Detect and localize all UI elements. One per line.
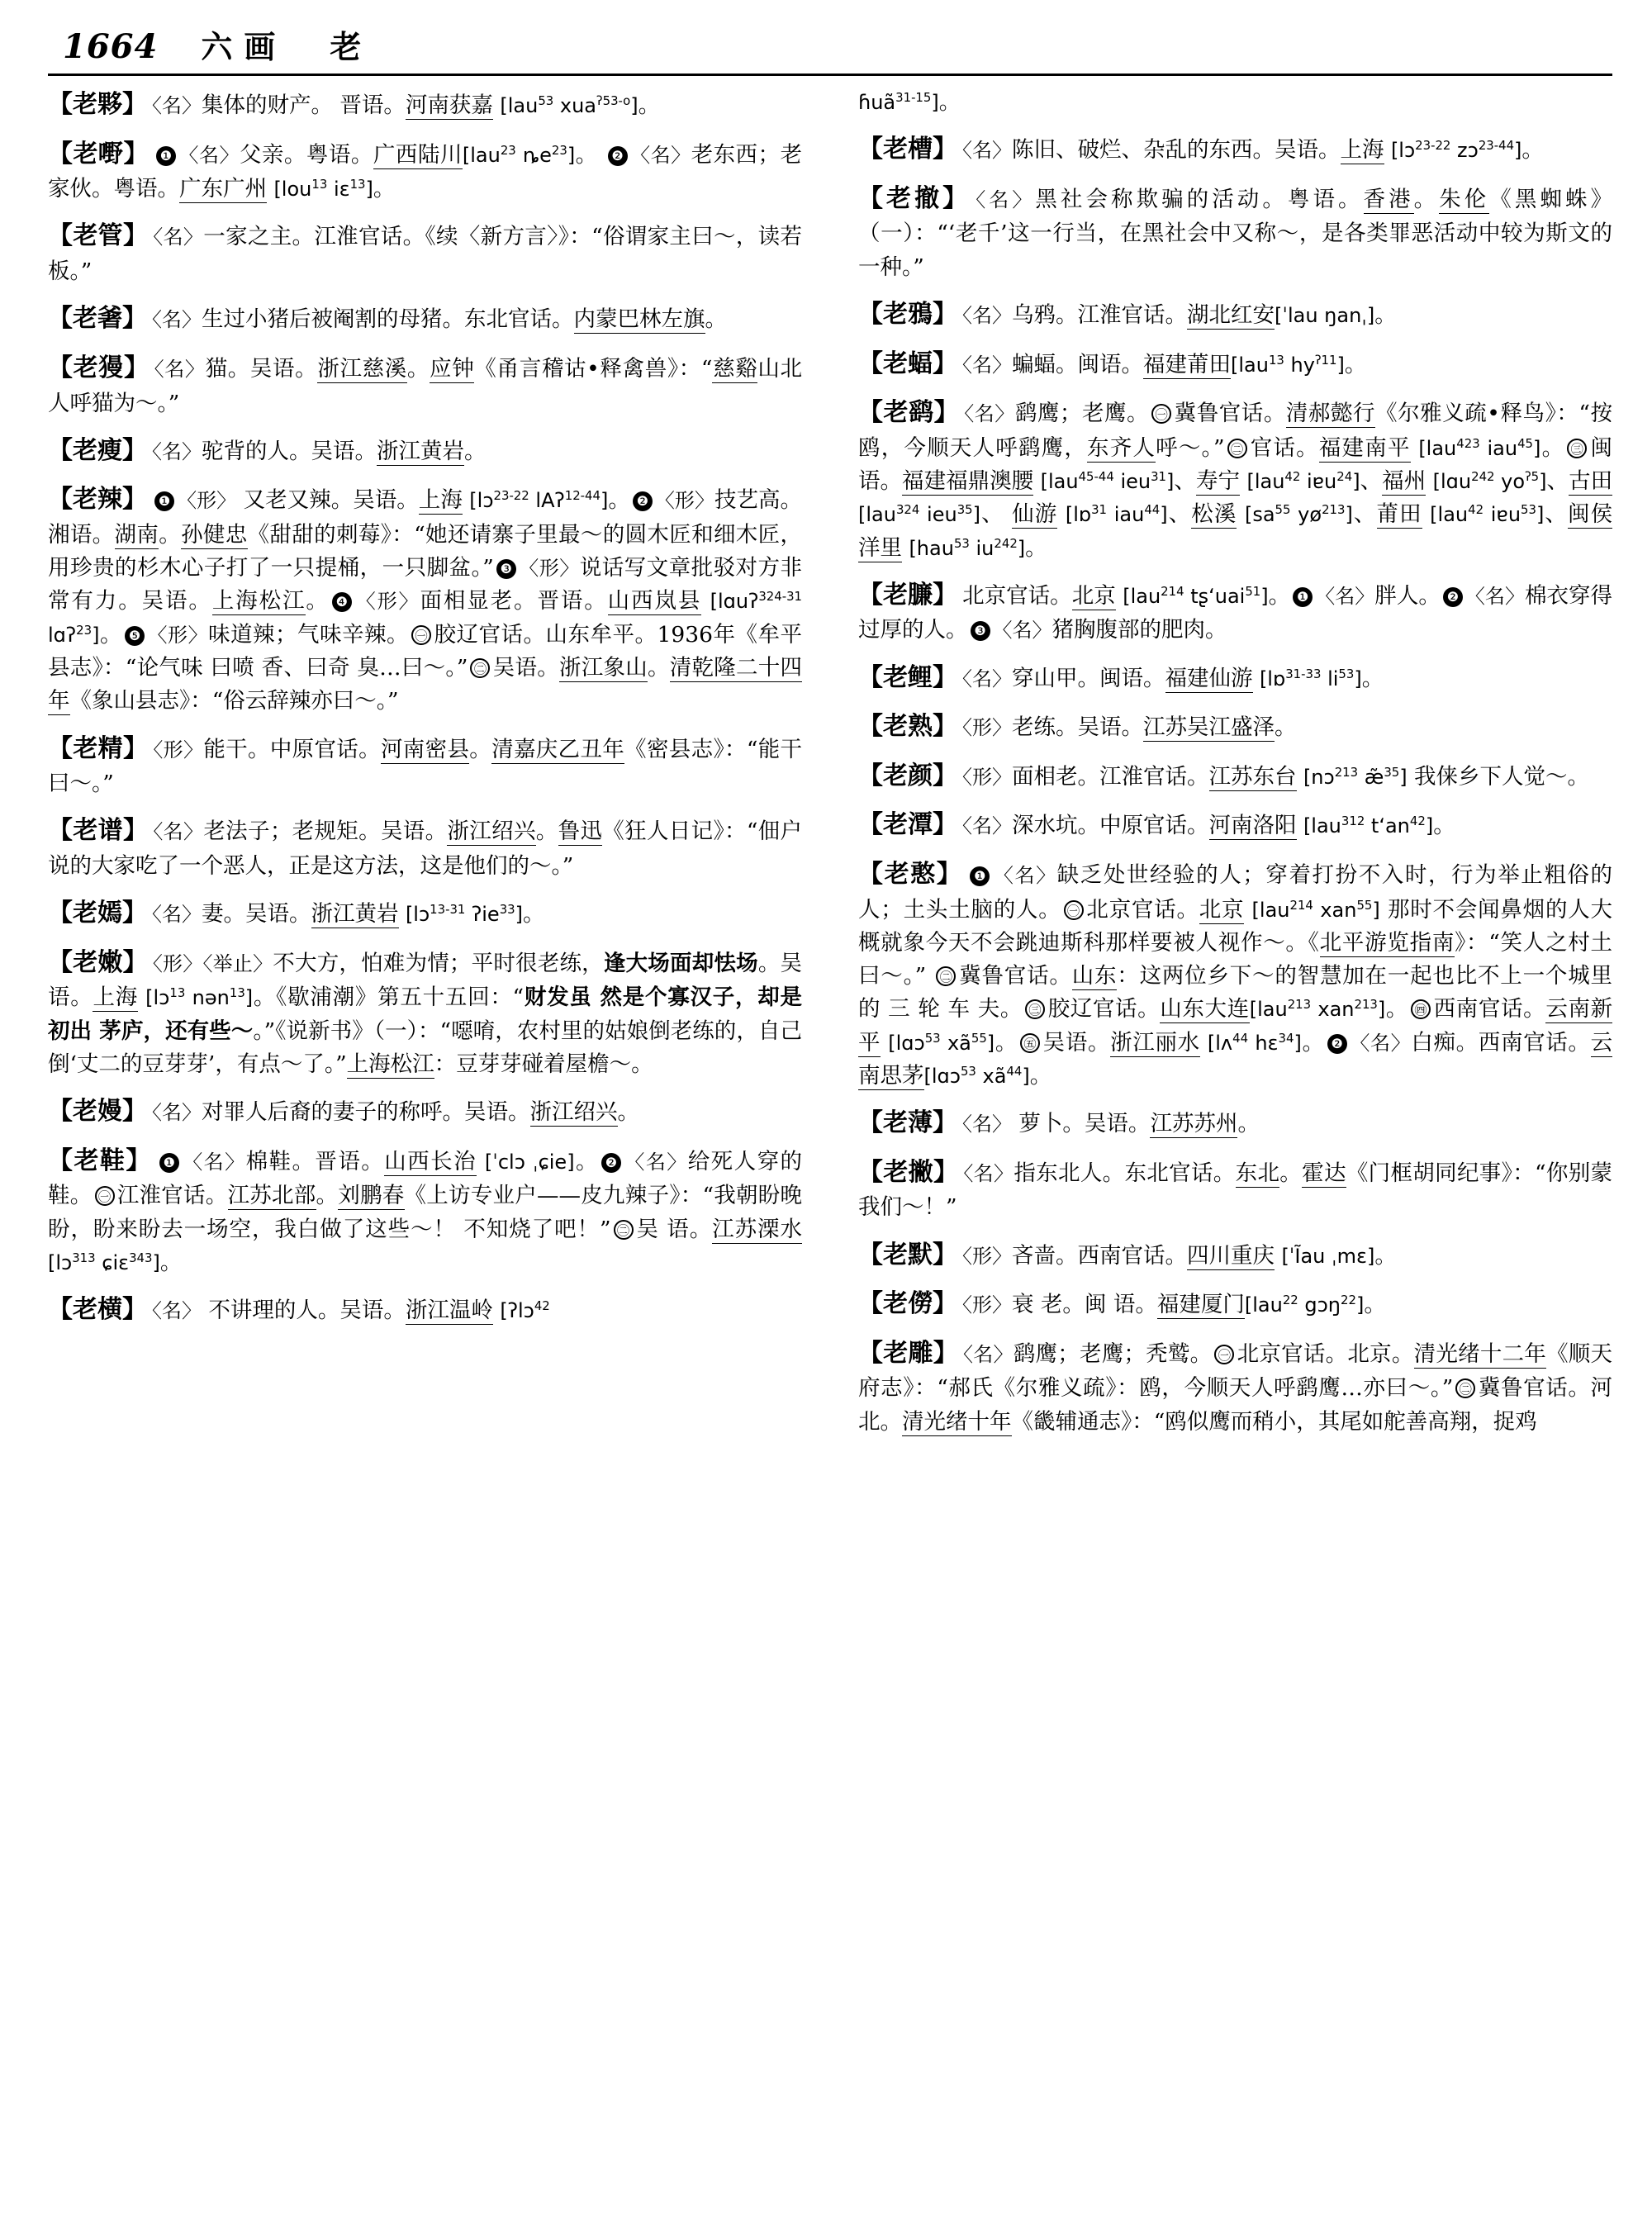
dictionary-entry bbox=[858, 757, 1612, 795]
entry-body: ❶ 〈名〉缺乏处世经验的人；穿着打扮不入时，行为举止粗俗的人；土头土脑的人。 ㊀ 北京官话。北京 [lau$^{214}$ xan$^{55}$] 那时不会闻鼻烟的人大概就象今天不会跳迪斯科那样要被人视作～。《北平游览指南》：“笑人之村土曰～。” ㊁ 冀鲁官话。山东：这两位乡下～的智慧加在一起也比不上一个城里的 三 轮 车 夫。 ㊂ 胶辽官话。山东大连[lau$^{213}$ xan$^{213}$]。 ㊃ 西南官话。云南新平 [lɑɔ$^{53}$ $xã^{55}$]。 ㊄ 吴语。浙江丽水 [lʌ$^{44}$ hɛ$^{34}$]。 ❷ 〈名〉白痴。西南官话。云南思茅[lɑɔ$^{53}$ $xã^{44}$]。 bbox=[858, 862, 1613, 1089]
dictionary-entry bbox=[858, 659, 1612, 697]
entry-headword: 【老槽】 bbox=[858, 135, 957, 164]
dictionary-entry bbox=[858, 130, 1612, 168]
left-column bbox=[48, 86, 830, 1450]
entry-body: 〈名〉驼背的人。吴语。浙江黄岩。 bbox=[152, 438, 487, 464]
dictionary-entry bbox=[858, 394, 1612, 565]
entry-body: 〈名〉对罪人后裔的妻子的称呼。吴语。浙江绍兴。 bbox=[152, 1099, 639, 1126]
entry-headword: 【老蝠】 bbox=[858, 349, 957, 378]
entry-continuation bbox=[858, 86, 1612, 119]
entry-headword: 【老嫩】 bbox=[48, 947, 148, 977]
dictionary-entry bbox=[48, 944, 802, 1081]
entry-headword: 【老潭】 bbox=[858, 810, 957, 840]
entry-headword: 【老獌】 bbox=[48, 353, 150, 382]
entry-headword: 【老嫣】 bbox=[48, 899, 147, 928]
entry-body: ❶ 〈形〉 又老又辣。吴语。上海 [lɔ$^{23-22}$ lAʔ$^{12-44}$]。 ❷ 〈形〉技艺高。湘语。湖南。孙健忠《甜甜的刺莓》：“她还请寨子里最～的圆木匠和细木匠，用珍贵的杉木心子打了一只提桶，一只脚盆。” ❸ 〈形〉说话写文章批驳对方非常有力。吴语。上海松江。 ❹ 〈形〉面相显老。晋语。山西岚县 [lɑuʔ$^{324-31}$ lɑʔ$^{23}$]。 ❺ 〈形〉味道辣；气味辛辣。 ㊀ 胶辽官话。山东牟平。1936年《牟平县志》：“论气味 曰喷 香、曰奇 臭…曰～。” ㊁ 吴语。浙江象山。清乾隆二十四年《象山县志》：“俗云辞辣亦曰～。” bbox=[48, 487, 803, 714]
entry-body: 〈形〉〈举止〉不大方，怕难为情；平时很老练，逢大场面却怯场。吴语。上海 [lɔ$^{13}$ nən$^{13}$]。《歇浦潮》第五十五回：“财发虽 然是个寡汉子，却是初出 茅庐，还有些～。”《说新书》（一）：“噁唷，农村里的姑娘倒老练的，自己倒‘丈二的豆芽芽’，有点～了。”上海松江：豆芽芽碰着屋檐～。 bbox=[48, 950, 803, 1077]
entry-body: 〈名〉妻。吴语。浙江黄岩 [lɔ$^{13-31}$ ʔie$^{33}$]。 bbox=[152, 901, 545, 928]
entry-headword: 【老撤】 bbox=[858, 183, 971, 213]
dictionary-entry bbox=[858, 856, 1612, 1093]
dictionary-entry bbox=[858, 576, 1612, 648]
dictionary-entry bbox=[48, 349, 802, 420]
entry-headword: 【老熟】 bbox=[858, 712, 957, 742]
entry-headword: 【老辣】 bbox=[48, 485, 148, 515]
text-columns bbox=[48, 86, 1612, 1450]
dictionary-entry bbox=[48, 1291, 802, 1329]
entry-headword: 【老横】 bbox=[48, 1295, 147, 1325]
dictionary-entry bbox=[858, 708, 1612, 746]
entry-headword: 【老瘦】 bbox=[48, 435, 147, 465]
entry-headword: 【老㸙】 bbox=[48, 304, 147, 334]
entry-body: 〈名〉蝙蝠。闽语。福建莆田[lau$^{13}$ $hy^{ʔ11}$]。 bbox=[962, 351, 1367, 377]
entry-headword: 【老雕】 bbox=[858, 1338, 958, 1368]
dictionary-entry bbox=[858, 345, 1612, 383]
entry-body: 〈名〉陈旧、破烂、杂乱的东西。吴语。上海 [lɔ$^{23-22}$ zɔ$^{23-44}$]。 bbox=[962, 137, 1544, 164]
dictionary-entry bbox=[48, 481, 802, 718]
entry-body: 〈名〉猫。吴语。浙江慈溪。应钟《甬言稽诂•释禽兽》：“慈谿山北人呼猫为～。” bbox=[48, 355, 803, 416]
entry-headword: 【老撇】 bbox=[858, 1157, 959, 1187]
running-head bbox=[48, 21, 1612, 67]
entry-headword: 【老夥】 bbox=[48, 90, 147, 119]
entry-headword: 【老憨】 bbox=[858, 860, 963, 890]
entry-body: 〈形〉老练。吴语。江苏吴江盛泽。 bbox=[962, 714, 1297, 741]
dictionary-entry bbox=[48, 432, 802, 470]
dictionary-entry bbox=[48, 217, 802, 288]
entry-headword: 【老精】 bbox=[48, 733, 149, 763]
entry-body: 〈名〉生过小猪后被阉割的母猪。东北官话。内蒙巴林左旗。 bbox=[152, 306, 727, 333]
dictionary-entry bbox=[48, 730, 802, 801]
entry-body: 〈名〉穿山甲。闽语。福建仙游 [lɒ$^{31-33}$ $li^{53}$]。 bbox=[962, 665, 1384, 691]
entry-headword: 【老鹞】 bbox=[858, 398, 960, 428]
entry-headword: 【老颜】 bbox=[858, 761, 957, 790]
dictionary-entry bbox=[48, 1093, 802, 1131]
entry-body: 〈形〉面相老。江淮官话。江苏东台 [nɔ$^{213}$ æ̃$^{35}$] 我俫乡下人觉～。 bbox=[962, 763, 1590, 790]
right-column bbox=[830, 86, 1612, 1450]
dictionary-entry bbox=[858, 806, 1612, 844]
entry-headword: 【老嘢】 bbox=[48, 139, 149, 168]
dictionary-entry bbox=[858, 1236, 1612, 1274]
entry-headword: 【老嫚】 bbox=[48, 1097, 147, 1127]
header-rule bbox=[48, 74, 1612, 76]
entry-body: 〈形〉衰 老。闽 语。福建厦门[lau$^{22}$ gɔŋ$^{22}$]。 bbox=[962, 1292, 1386, 1318]
dictionary-entry bbox=[858, 180, 1612, 284]
entry-body: 〈名〉乌鸦。江淮官话。湖北红安[ˈlau ŋanˌ]。 bbox=[962, 301, 1397, 328]
entry-body: 〈名〉集体的财产。 晋语。河南获嘉 [lau$^{53}$ xua$^{ʔ53-o}$]。 bbox=[152, 93, 661, 118]
entry-body: 〈形〉吝啬。西南官话。四川重庆 [ˈĨau ˌmɛ]。 bbox=[962, 1242, 1397, 1269]
entry-body: 〈名〉 萝卜。吴语。江苏苏州。 bbox=[962, 1111, 1260, 1137]
dictionary-entry bbox=[858, 1154, 1612, 1225]
entry-body: 〈名〉鹞鹰；老鹰；秃鹫。 ㊀ 北京官话。北京。清光绪十二年《顺天府志》：“郝氏《尔雅义疏》：鸥，今顺天人呼鹞鹰…亦曰～。” ㊁ 冀鲁官话。河北。清光绪十年《畿辅通志》：“鸥似鹰而稍小，其尾如舵善高翔，捉鸡 bbox=[858, 1340, 1613, 1435]
dictionary-entry bbox=[858, 1104, 1612, 1142]
entry-headword: 【老鲤】 bbox=[858, 662, 957, 692]
entry-headword: 【老谱】 bbox=[48, 816, 149, 846]
radical-heading: 六画 老 bbox=[201, 28, 373, 65]
entry-headword: 【老默】 bbox=[858, 1240, 957, 1269]
dictionary-entry bbox=[858, 1335, 1612, 1439]
entry-body: 〈名〉深水坑。中原官话。河南洛阳 [lau$^{312}$ tʻan$^{42}$]。 bbox=[962, 813, 1455, 839]
dictionary-entry bbox=[48, 135, 802, 206]
entry-body: 〈名〉指东北人。东北官话。东北。霍达《门框胡同纪事》：“你别蒙我们～！” bbox=[858, 1160, 1613, 1221]
entry-body: 〈名〉 不讲理的人。吴语。浙江温岭 [ʔlɔ$^{42}$ bbox=[152, 1298, 550, 1324]
entry-body: 〈名〉鹞鹰；老鹰。 ㊀ 冀鲁官话。清郝懿行《尔雅义疏•释鸟》：“按鸥，今顺天人呼鹞鹰，东齐人呼～。” ㊁ 官话。福建南平 [lau$^{423}$ iau$^{45}$]。 ㊂ 闽语。福建福鼎澳腰 [lau$^{45-44}$ ieu$^{31}$]、寿宁 [lau$^{42}$ iɐu$^{24}$]、福州 [lɑu$^{242}$ $yo^{ʔ5}$]、古田 [lau$^{324}$ ieu$^{35}$]、 仙游 [lɒ$^{31}$ iau$^{44}$]、松溪 [$sa^{55}$ $yø^{213}$]、莆田 [lau$^{42}$ iɐu$^{53}$]、闽侯洋里 [hau$^{53}$ $iu^{242}$]。 bbox=[858, 401, 1613, 561]
entry-body: 〈名〉黑社会称欺骗的活动。粤语。香港。朱伦《黑蜘蛛》（一）：“‘老千’这一行当，在黑社会中又称～，是各类罪恶活动中较为斯文的一种。” bbox=[858, 186, 1613, 280]
entry-headword: 【老管】 bbox=[48, 221, 149, 251]
dictionary-entry bbox=[48, 1142, 802, 1279]
entry-headword: 【老僗】 bbox=[858, 1289, 957, 1319]
dictionary-entry bbox=[48, 812, 802, 883]
entry-body: 〈名〉老法子；老规矩。吴语。浙江绍兴。鲁迅《狂人日记》：“佃户说的大家吃了一个恶人，正是这方法，这是他们的～。” bbox=[48, 818, 803, 879]
entry-headword: 【老鴉】 bbox=[858, 299, 957, 329]
entry-body: ❶ 〈名〉父亲。粤语。广西陆川[lau$^{23}$ $ȵe^{23}$]。 ❷ 〈名〉老东西；老家伙。粤语。广东广州 [lou$^{13}$ iɛ$^{13}$]。 bbox=[48, 141, 803, 202]
dictionary-entry bbox=[858, 296, 1612, 334]
entry-body: ɦuã$^{31-15}$]。 bbox=[858, 89, 961, 115]
entry-headword: 【老薄】 bbox=[858, 1108, 957, 1138]
entry-body: ❶ 〈名〉棉鞋。晋语。山西长治 [ˈclɔ ˌɕie]。 ❷ 〈名〉给死人穿的鞋。 ㊀ 江淮官话。江苏北部。刘鹏春《上访专业户——皮九辣子》：“我朝盼晚盼，盼来盼去一场空，我白做了这些～！ 不知烧了吧！” ㊁ 吴 语。江苏溧水 [lɔ$^{313}$ ɕiɛ$^{343}$]。 bbox=[48, 1148, 803, 1275]
entry-headword: 【老鞋】 bbox=[48, 1146, 152, 1175]
entry-headword: 【老臁】 bbox=[858, 580, 958, 610]
dictionary-entry bbox=[48, 300, 802, 338]
entry-body: 北京官话。北京 [lau$^{214}$ tʂʻuai$^{51}$]。 ❶ 〈名〉胖人。 ❷ 〈名〉棉衣穿得过厚的人。 ❸ 〈名〉猪胸腹部的肥肉。 bbox=[858, 582, 1613, 643]
dictionary-entry bbox=[48, 86, 802, 124]
entry-body: 〈形〉能干。中原官话。河南密县。清嘉庆乙丑年《密县志》：“能干曰～。” bbox=[48, 736, 803, 797]
page-number: 1664 bbox=[63, 27, 159, 66]
dictionary-entry bbox=[48, 894, 802, 932]
dictionary-entry bbox=[858, 1285, 1612, 1323]
entry-body: 〈名〉一家之主。江淮官话。《续〈新方言〉》：“俗谓家主曰～，读若板。” bbox=[48, 224, 802, 285]
